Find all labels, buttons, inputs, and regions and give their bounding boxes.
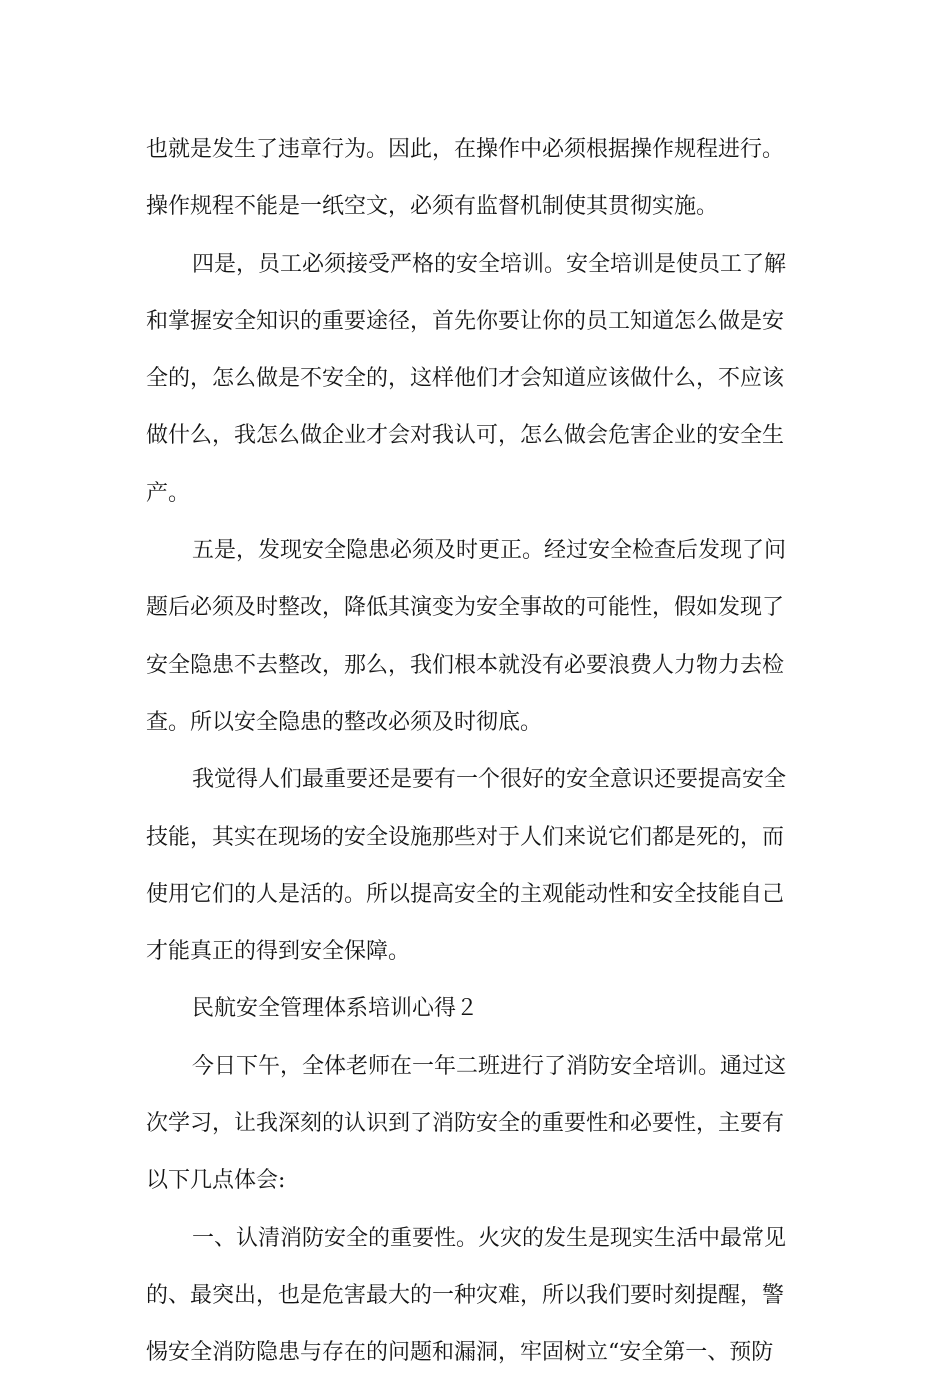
- paragraph-start-line: 五是，发现安全隐患必须及时更正。经过安全检查后发现了问: [192, 538, 787, 564]
- section-heading: 民航安全管理体系培训心得２: [192, 996, 479, 1022]
- text-line: 以下几点体会:: [146, 1168, 286, 1194]
- text-line: 和掌握安全知识的重要途径，首先你要让你的员工知道怎么做是安: [146, 308, 785, 334]
- text-line: 惕安全消防隐患与存在的问题和漏洞，牢固树立“安全第一、预防: [146, 1340, 774, 1366]
- text-line: 全的，怎么做是不安全的，这样他们才会知道应该做什么，不应该: [146, 366, 785, 392]
- document-page: [146, 121, 810, 1382]
- paragraph-start-line: 一、认清消防安全的重要性。火灾的发生是现实生活中最常见: [192, 1225, 787, 1251]
- text-line: 技能，其实在现场的安全设施那些对于人们来说它们都是死的，而: [146, 824, 785, 850]
- text-line: 的、最突出，也是危害最大的一种灾难，所以我们要时刻提醒，警: [146, 1282, 785, 1308]
- text-line: 使用它们的人是活的。所以提高安全的主观能动性和安全技能自己: [146, 881, 785, 907]
- text-line: 安全隐患不去整改，那么，我们根本就没有必要浪费人力物力去检: [146, 652, 785, 678]
- paragraph-start-line: 四是，员工必须接受严格的安全培训。安全培训是使员工了解: [192, 251, 787, 277]
- paragraph-start-line: 我觉得人们最重要还是要有一个很好的安全意识还要提高安全: [192, 767, 787, 793]
- text-line: 查。所以安全隐患的整改必须及时彻底。: [146, 709, 543, 735]
- text-line: 也就是发生了违章行为。因此，在操作中必须根据操作规程进行。: [146, 137, 785, 162]
- text-line: 题后必须及时整改，降低其演变为安全事故的可能性，假如发现了: [146, 595, 785, 621]
- text-line: 操作规程不能是一纸空文，必须有监督机制使其贯彻实施。: [146, 194, 719, 220]
- paragraph-start-line: 今日下午，全体老师在一年二班进行了消防安全培训。通过这: [192, 1053, 787, 1079]
- text-line: 次学习，让我深刻的认识到了消防安全的重要性和必要性，主要有: [146, 1111, 785, 1137]
- text-line: 才能真正的得到安全保障。: [146, 939, 411, 965]
- text-line: 产。: [146, 480, 191, 506]
- text-line: 做什么，我怎么做企业才会对我认可，怎么做会危害企业的安全生: [146, 423, 785, 449]
